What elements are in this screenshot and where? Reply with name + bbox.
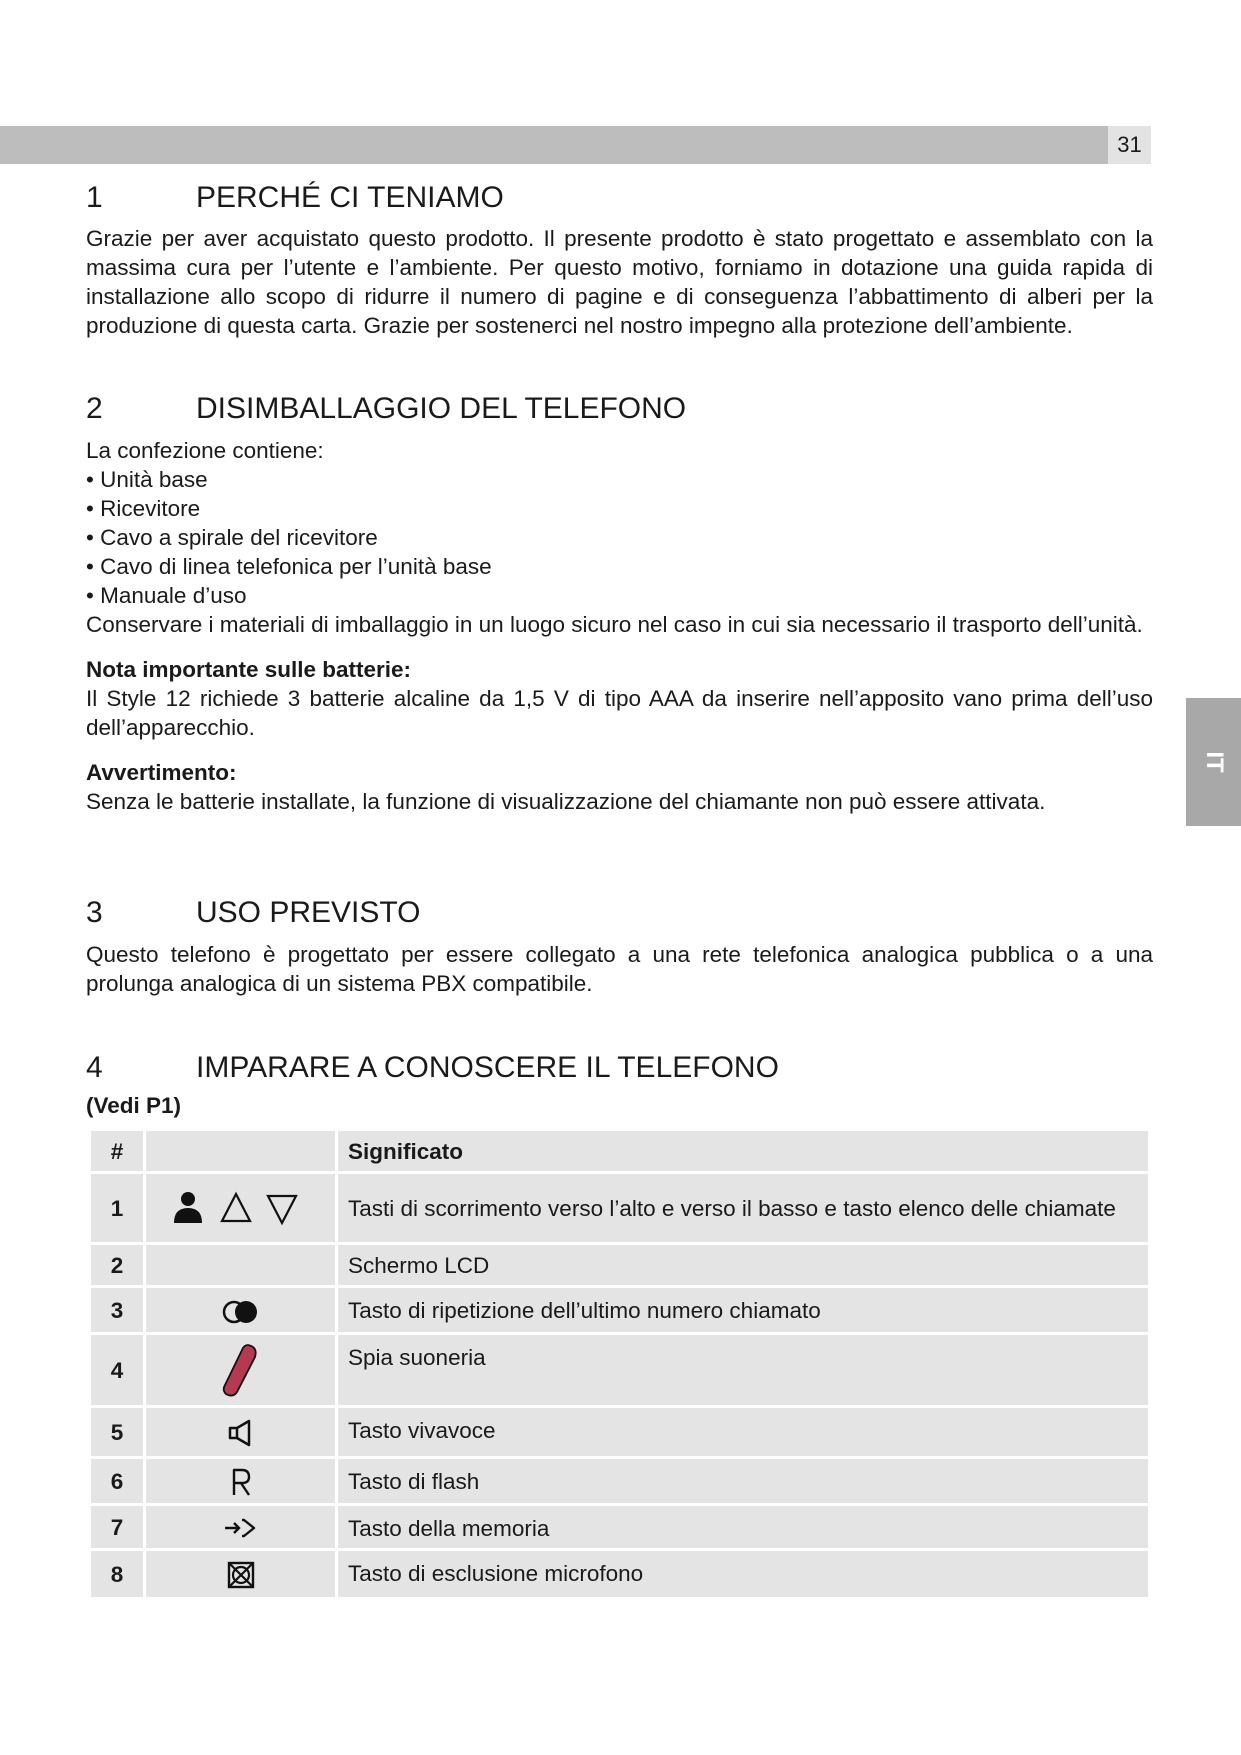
page-number: 31 (1108, 126, 1151, 164)
paragraph: Conservare i materiali di imballaggio in un luogo sicuro nel caso in cui sia necessario il trasporto dell’unità. (86, 612, 1143, 637)
section-number: 2 (86, 392, 103, 425)
section-4-subtitle-wrap (86, 1091, 1153, 1120)
list-item: • Manuale d’uso (86, 583, 247, 608)
section-2-body (86, 436, 1153, 816)
language-tab (1186, 698, 1241, 826)
row-number: 7 (91, 1506, 143, 1548)
redial-icon (146, 1288, 335, 1332)
mute-icon-svg (226, 1560, 256, 1590)
ringer-light-icon-svg (221, 1342, 261, 1398)
row-number: 1 (91, 1174, 143, 1242)
section-2-heading (86, 392, 686, 426)
row-meaning: Schermo LCD (338, 1245, 1148, 1285)
header-num: # (91, 1131, 143, 1171)
row-meaning: Tasto di esclusione microfono (338, 1551, 1148, 1597)
section-title: DISIMBALLAGGIO DEL TELEFONO (196, 392, 687, 425)
table-row (91, 1551, 1148, 1597)
section-4-heading (86, 1051, 779, 1085)
row-meaning: Tasto di ripetizione dell’ultimo numero chiamato (338, 1288, 1148, 1332)
paragraph: Grazie per aver acquistato questo prodotto. Il presente prodotto è stato progettato e assemblato con la massima cura per l’utente e l’ambiente. Per questo motivo, forniamo in dotazione una guida rapida di installazione allo scopo di ridurre il numero di pagine e di conseguenza l’abbattimento di alberi per la produzione di questa carta. Grazie per sostenerci nel nostro impegno alla protezione dell’ambiente. (86, 226, 1153, 338)
section-3-heading (86, 896, 421, 930)
list-item: • Ricevitore (86, 496, 201, 521)
header-bar (0, 126, 1108, 164)
paragraph: Questo telefono è progettato per essere collegato a una rete telefonica analogica pubblica o a una prolunga analogica di un sistema PBX compatibile. (86, 942, 1153, 996)
empty-icon-cell (146, 1245, 335, 1285)
table-row (91, 1335, 1148, 1405)
row-number: 8 (91, 1551, 143, 1597)
section-number: 1 (86, 181, 103, 214)
table-row (91, 1174, 1148, 1242)
list-item: • Cavo di linea telefonica per l’unità base (86, 554, 492, 579)
table-row (91, 1408, 1148, 1456)
row-meaning: Tasto della memoria (338, 1506, 1148, 1548)
ringer-light-icon (146, 1335, 335, 1405)
speaker-icon-svg (226, 1418, 256, 1448)
table-row (91, 1506, 1148, 1548)
speaker-icon (146, 1408, 335, 1456)
section-1-body (86, 224, 1153, 340)
flash-r-icon (146, 1459, 335, 1503)
row-meaning: Spia suoneria (338, 1335, 1148, 1405)
list-item: • Unità base (86, 467, 208, 492)
table-row (91, 1245, 1148, 1285)
row-number: 4 (91, 1335, 143, 1405)
row-meaning: Tasti di scorrimento verso l’alto e verso il basso e tasto elenco delle chiamate (338, 1174, 1148, 1242)
header-meaning: Significato (338, 1131, 1148, 1171)
row-number: 5 (91, 1408, 143, 1456)
section-title: PERCHÉ CI TENIAMO (196, 181, 504, 214)
section-3-body (86, 940, 1153, 998)
section-1-heading (86, 181, 504, 215)
paragraph: Senza le batterie installate, la funzione di visualizzazione del chiamante non può essere attivata. (86, 789, 1046, 814)
memory-icon (146, 1506, 335, 1548)
table-row (91, 1288, 1148, 1332)
paragraph: La confezione contiene: (86, 438, 324, 463)
key-legend-table (88, 1128, 1151, 1600)
language-tab-label: IT (1200, 751, 1228, 773)
table-header-row (91, 1131, 1148, 1171)
header-icon (146, 1131, 335, 1171)
mute-icon (146, 1551, 335, 1597)
section-number: 3 (86, 896, 103, 929)
warning-title: Avvertimento: (86, 760, 237, 785)
section-subtitle: (Vedi P1) (86, 1093, 182, 1118)
row-meaning: Tasto vivavoce (338, 1408, 1148, 1456)
section-title: USO PREVISTO (196, 896, 421, 929)
section-title: IMPARARE A CONOSCERE IL TELEFONO (196, 1051, 779, 1084)
row-number: 3 (91, 1288, 143, 1332)
table-row (91, 1459, 1148, 1503)
redial-icon-svg (221, 1299, 261, 1325)
paragraph: Il Style 12 richiede 3 batterie alcaline da 1,5 V di tipo AAA da inserire nell’apposito vano prima dell’uso dell’apparecchio. (86, 686, 1153, 740)
contact-and-scroll-arrows-icon (146, 1174, 335, 1242)
memory-icon-svg (223, 1514, 259, 1542)
row-meaning: Tasto di flash (338, 1459, 1148, 1503)
contact-and-scroll-arrows-icon-svg (171, 1188, 311, 1228)
row-number: 6 (91, 1459, 143, 1503)
section-number: 4 (86, 1051, 103, 1084)
battery-note-title: Nota importante sulle batterie: (86, 657, 412, 682)
list-item: • Cavo a spirale del ricevitore (86, 525, 378, 550)
row-number: 2 (91, 1245, 143, 1285)
flash-r-icon-svg (229, 1467, 253, 1497)
